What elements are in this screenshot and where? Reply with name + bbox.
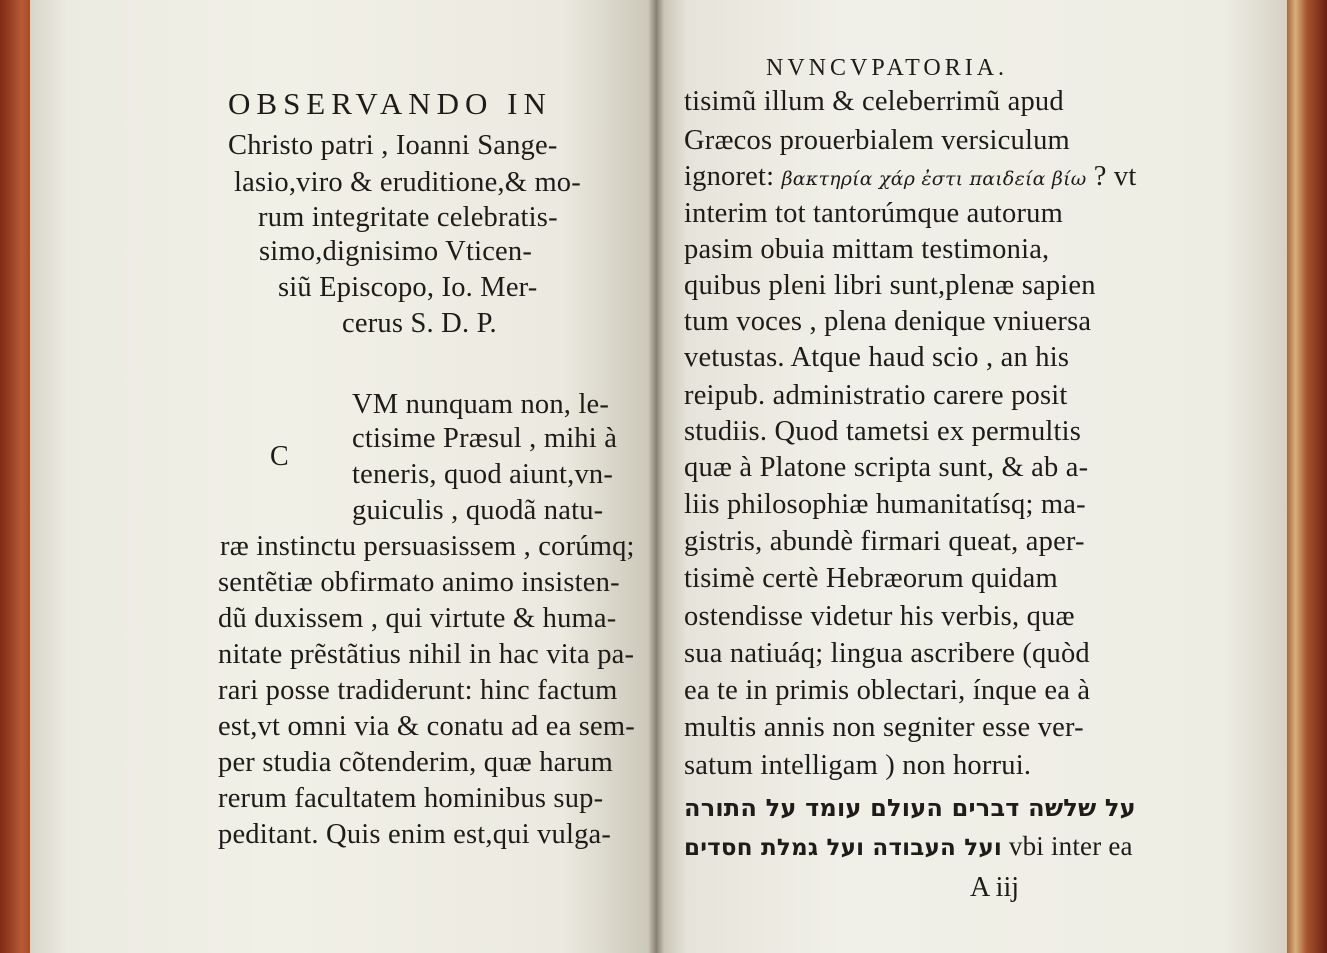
dedication-line: siũ Episcopo, Io. Mer- <box>278 272 538 303</box>
body-line: rari posse tradiderunt: hinc factum <box>218 675 618 706</box>
body-line: sua natiuáq; lingua ascribere (quòd <box>684 638 1090 669</box>
body-line: studiis. Quod tametsi ex permultis <box>684 416 1082 447</box>
body-line: Græcos prouerbialem versiculum <box>684 125 1070 156</box>
greek-suffix-text: ? vt <box>1093 161 1137 192</box>
body-line: vetustas. Atque haud scio , an his <box>684 342 1070 373</box>
body-line: satum intelligam ) non horrui. <box>684 750 1032 781</box>
right-page <box>656 0 1287 953</box>
body-line: tum voces , plena denique vniuersa <box>684 306 1092 337</box>
latin-continuation: vbi inter ea <box>1008 831 1133 861</box>
dedication-line: lasio,viro & eruditione,& mo- <box>234 167 581 198</box>
greek-proverb: βακτηρία χάρ ἐστι παιδεία βίω <box>781 168 1087 190</box>
body-line: interim tot tantorúmque autorum <box>684 198 1063 229</box>
body-line: per studia cõtenderim, quæ harum <box>218 747 614 778</box>
book-gutter <box>648 0 664 953</box>
hebrew-text: ועל העבודה ועל גמלת חסדים <box>684 835 1002 861</box>
dedication-heading: OBSERVANDO IN <box>228 86 552 121</box>
left-page <box>30 0 656 953</box>
body-line: ræ instinctu persuasissem , corúmq; <box>220 531 635 562</box>
body-line: quibus pleni libri sunt,plenæ sapien <box>684 270 1096 301</box>
body-line: peditant. Quis enim est,qui vulga- <box>218 819 612 850</box>
body-line: quæ à Platone scripta sunt, & ab a- <box>684 452 1089 483</box>
drop-initial: C <box>270 441 289 472</box>
body-line: ea te in primis oblectari, ínque ea à <box>684 675 1091 706</box>
body-line: tisimũ illum & celeberrimũ apud <box>684 86 1064 117</box>
dedication-line: Christo patri , Ioanni Sange- <box>228 130 558 161</box>
body-line: teneris, quod aiunt,vn- <box>352 459 614 490</box>
hebrew-latin-line <box>684 833 1133 860</box>
body-line: tisimè certè Hebræorum quidam <box>684 563 1058 594</box>
hebrew-line: על שלשה דברים העולם עומד על התורה <box>684 794 1136 822</box>
body-line: ostendisse videtur his verbis, quæ <box>684 601 1075 632</box>
greek-lead-text: ignoret: <box>684 161 775 192</box>
dedication-line: rum integritate celebratis- <box>258 202 558 233</box>
body-line: gistris, abundè firmari queat, aper- <box>684 526 1085 557</box>
body-line: rerum facultatem hominibus sup- <box>218 783 604 814</box>
body-line: multis annis non segniter esse ver- <box>684 712 1084 743</box>
greek-quote-line <box>684 163 1136 192</box>
body-line: dũ duxissem , qui virtute & huma- <box>218 603 617 634</box>
dedication-line: cerus S. D. P. <box>342 308 497 339</box>
body-line: liis philosophiæ humanitatísq; ma- <box>684 489 1086 520</box>
body-line: est,vt omni via & conatu ad ea sem- <box>218 711 635 742</box>
book-cover-right <box>1282 0 1327 953</box>
body-line: sentẽtiæ obfirmato animo insisten- <box>218 567 620 598</box>
running-head: NVNCVPATORIA. <box>766 55 1009 81</box>
signature-mark: A iij <box>970 872 1020 903</box>
body-line: ctisime Præsul , mihi à <box>352 423 618 454</box>
body-line: nitate prẽstãtius nihil in hac vita pa- <box>218 639 635 670</box>
body-line: reipub. administratio carere posit <box>684 380 1068 411</box>
dedication-line: simo,dignisimo Vticen- <box>259 236 533 267</box>
body-line: pasim obuia mittam testimonia, <box>684 234 1050 265</box>
body-line: VM nunquam non, le- <box>352 389 610 420</box>
body-line: guiculis , quodã natu- <box>352 495 604 526</box>
